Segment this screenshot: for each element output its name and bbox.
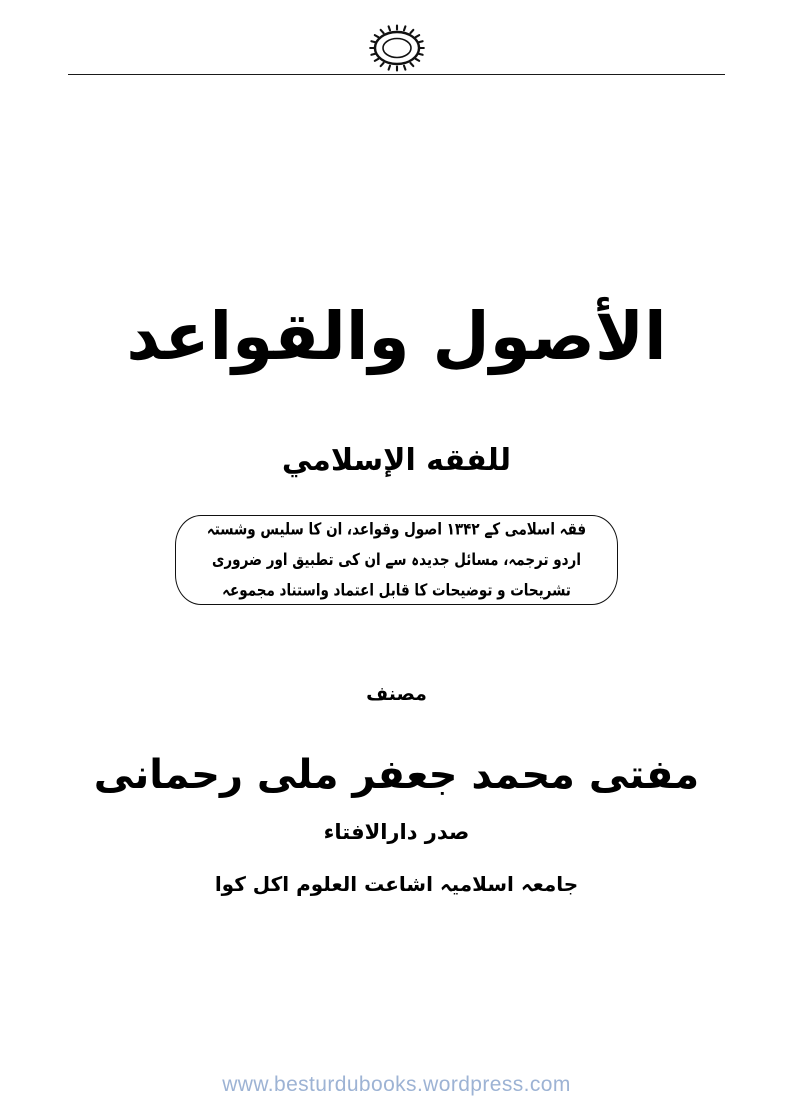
description-box xyxy=(175,515,618,605)
book-subtitle: للفقه الإسلامي xyxy=(281,443,512,478)
watermark-url: www.besturdubooks.wordpress.com xyxy=(222,1073,571,1096)
book-title: الأصول والقواعد xyxy=(126,298,667,375)
sun-burst-ornament-wrap xyxy=(0,16,793,80)
author-name: مفتی محمد جعفر ملی رحمانی xyxy=(93,752,700,798)
author-role: صدر دارالافتاء xyxy=(323,820,470,844)
author-institution: جامعہ اسلامیہ اشاعت العلوم اکل کوا xyxy=(214,872,579,896)
header-divider xyxy=(68,74,725,75)
author-label: مصنف xyxy=(366,683,427,705)
description-text: فقہ اسلامی کے ۱۳۴۲ اصول وقواعد، ان کا سلیس وشستہ اردو ترجمہ، مسائل جدیدہ سے ان کی تطبیق اور ضروری تشریحات و توضیحات کا قابل اعتماد واستناد مجموعہ xyxy=(206,519,587,600)
sun-burst-ornament-icon xyxy=(366,24,428,72)
